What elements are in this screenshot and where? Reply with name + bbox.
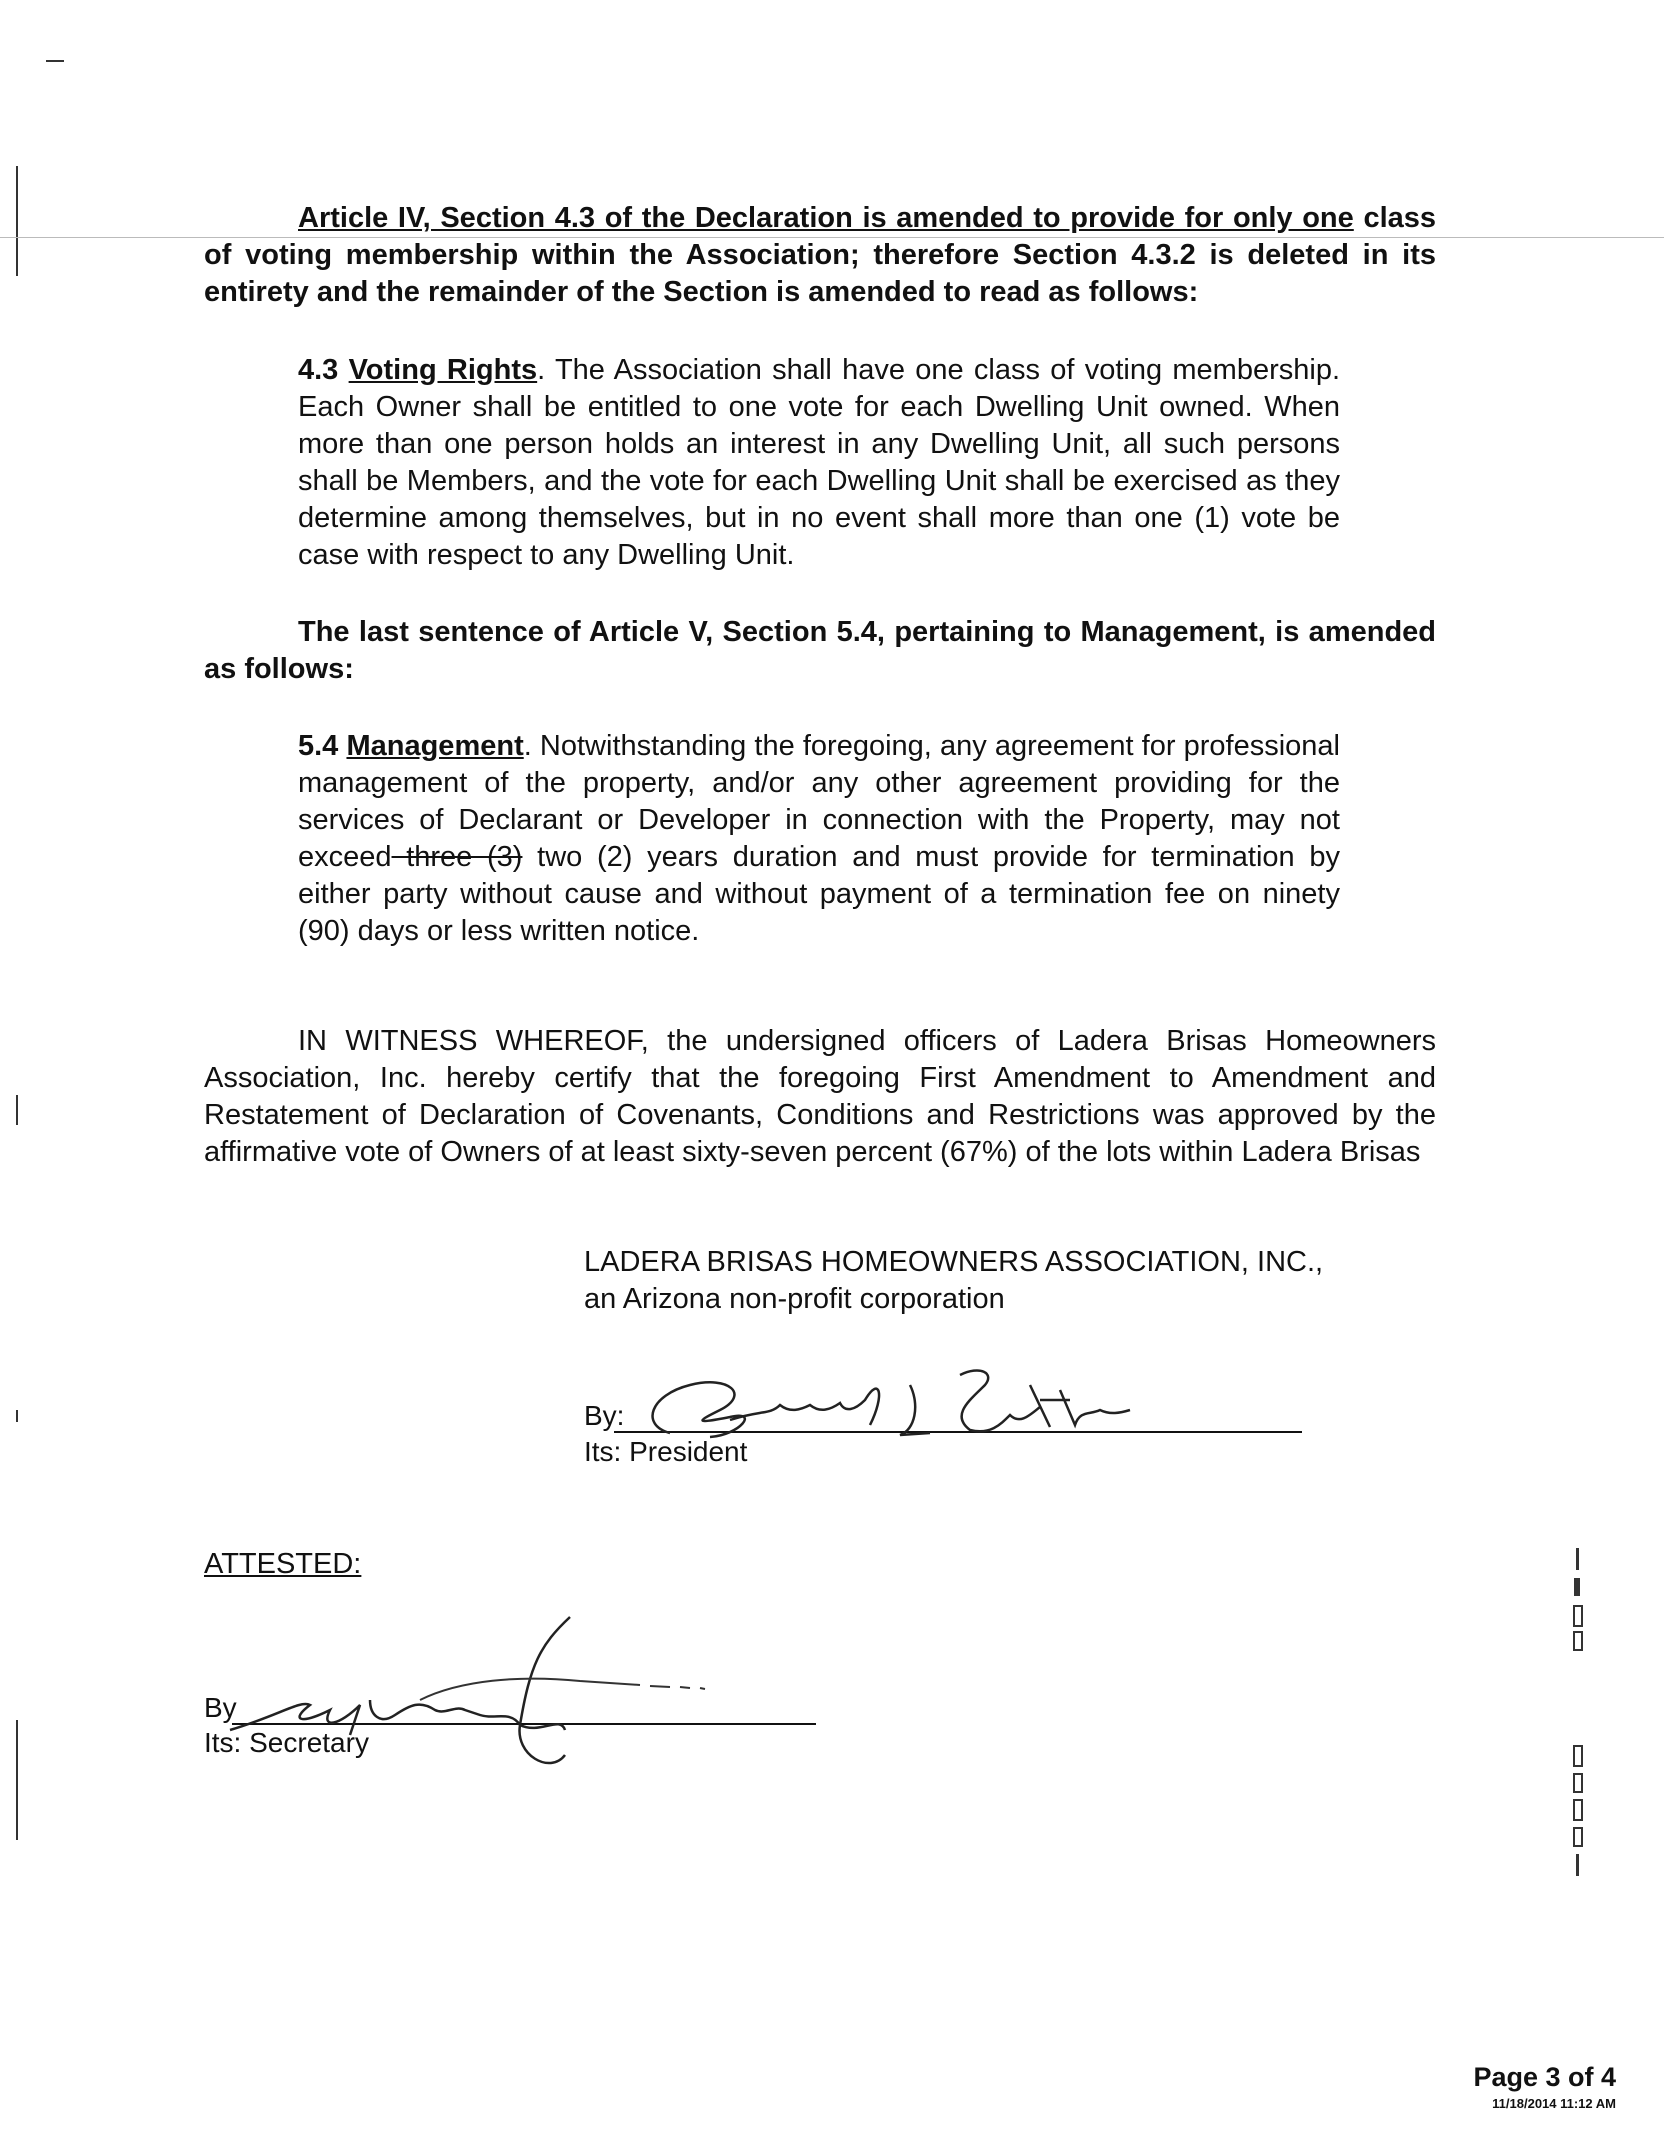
section-5-4-number: 5.4 xyxy=(298,730,339,762)
section-4-3-text: . The Association shall have one class of voting membership. Each Owner shall be entitled to one vote for each Dwelling Unit owned. When more than one person holds an interest in any Dwelling Unit, all such persons shall be Members, and the vote for each Dwelling Unit shall be exercised as they determine among themselves, but in no event shall more than one (1) vote be case with respect to any Dwelling Unit. xyxy=(298,354,1340,571)
section-5-4-management xyxy=(298,728,1340,950)
scan-mark xyxy=(16,166,18,276)
scan-mark xyxy=(16,1720,18,1840)
scan-mark xyxy=(16,1095,18,1125)
organization-block xyxy=(584,1244,1484,1318)
witness-paragraph xyxy=(204,1023,1436,1171)
section-5-4-text-after: two (2) years duration and must provide for termination by either party without cause and without payment of a termination fee on ninety (90) days or less written notice. xyxy=(298,841,1340,947)
scan-mark xyxy=(46,60,64,62)
secretary-title: Its: Secretary xyxy=(204,1727,369,1758)
recording-stamp xyxy=(1560,1548,1600,1878)
section-5-4-title: Management xyxy=(346,730,524,762)
president-title: Its: President xyxy=(584,1436,748,1467)
secretary-by-label: By xyxy=(204,1692,237,1723)
page-number: Page 3 of 4 xyxy=(1473,2062,1616,2092)
organization-name: LADERA BRISAS HOMEOWNERS ASSOCIATION, INC., xyxy=(584,1246,1324,1278)
president-by-label: By: xyxy=(584,1400,625,1431)
amendment-5-4-intro-text: The last sentence of Article V, Section 5.4, pertaining to Management, is amended as follows: xyxy=(204,616,1436,685)
section-5-4-text-before: . Notwithstanding the foregoing, any agreement for professional management of the property, and/or any other agreement providing for the services of Declarant or Developer in connection with the Property, may not exceed xyxy=(298,730,1340,873)
witness-text: IN WITNESS WHEREOF, the undersigned officers of Ladera Brisas Homeowners Association, Inc. hereby certify that the foregoing First Amendment to Amendment and Restatement of Declaration of Covenants, Conditions and Restrictions was approved by the affirmative vote of Owners of at least sixty-seven percent (67%) of the lots within Ladera Brisas xyxy=(204,1025,1436,1168)
organization-description: an Arizona non-profit corporation xyxy=(584,1283,1005,1315)
amendment-5-4-intro xyxy=(204,614,1436,688)
section-4-3-number: 4.3 xyxy=(298,354,339,386)
section-4-3-voting-rights xyxy=(298,352,1340,574)
attested-label: ATTESTED: xyxy=(204,1548,362,1580)
amendment-4-3-intro-rest: class of voting membership within the Association; therefore Section 4.3.2 is deleted in its entirety and the remainder of the Section is amended to read as follows: xyxy=(204,202,1437,308)
section-5-4-struck-text: three (3) xyxy=(391,841,523,873)
section-4-3-title: Voting Rights xyxy=(348,354,538,386)
amendment-4-3-intro xyxy=(204,200,1436,311)
print-datetime: 11/18/2014 11:12 AM xyxy=(1492,2096,1616,2111)
amendment-4-3-intro-line1: Article IV, Section 4.3 of the Declaration is amended to provide for only one xyxy=(298,202,1354,234)
scan-mark xyxy=(16,1410,18,1422)
